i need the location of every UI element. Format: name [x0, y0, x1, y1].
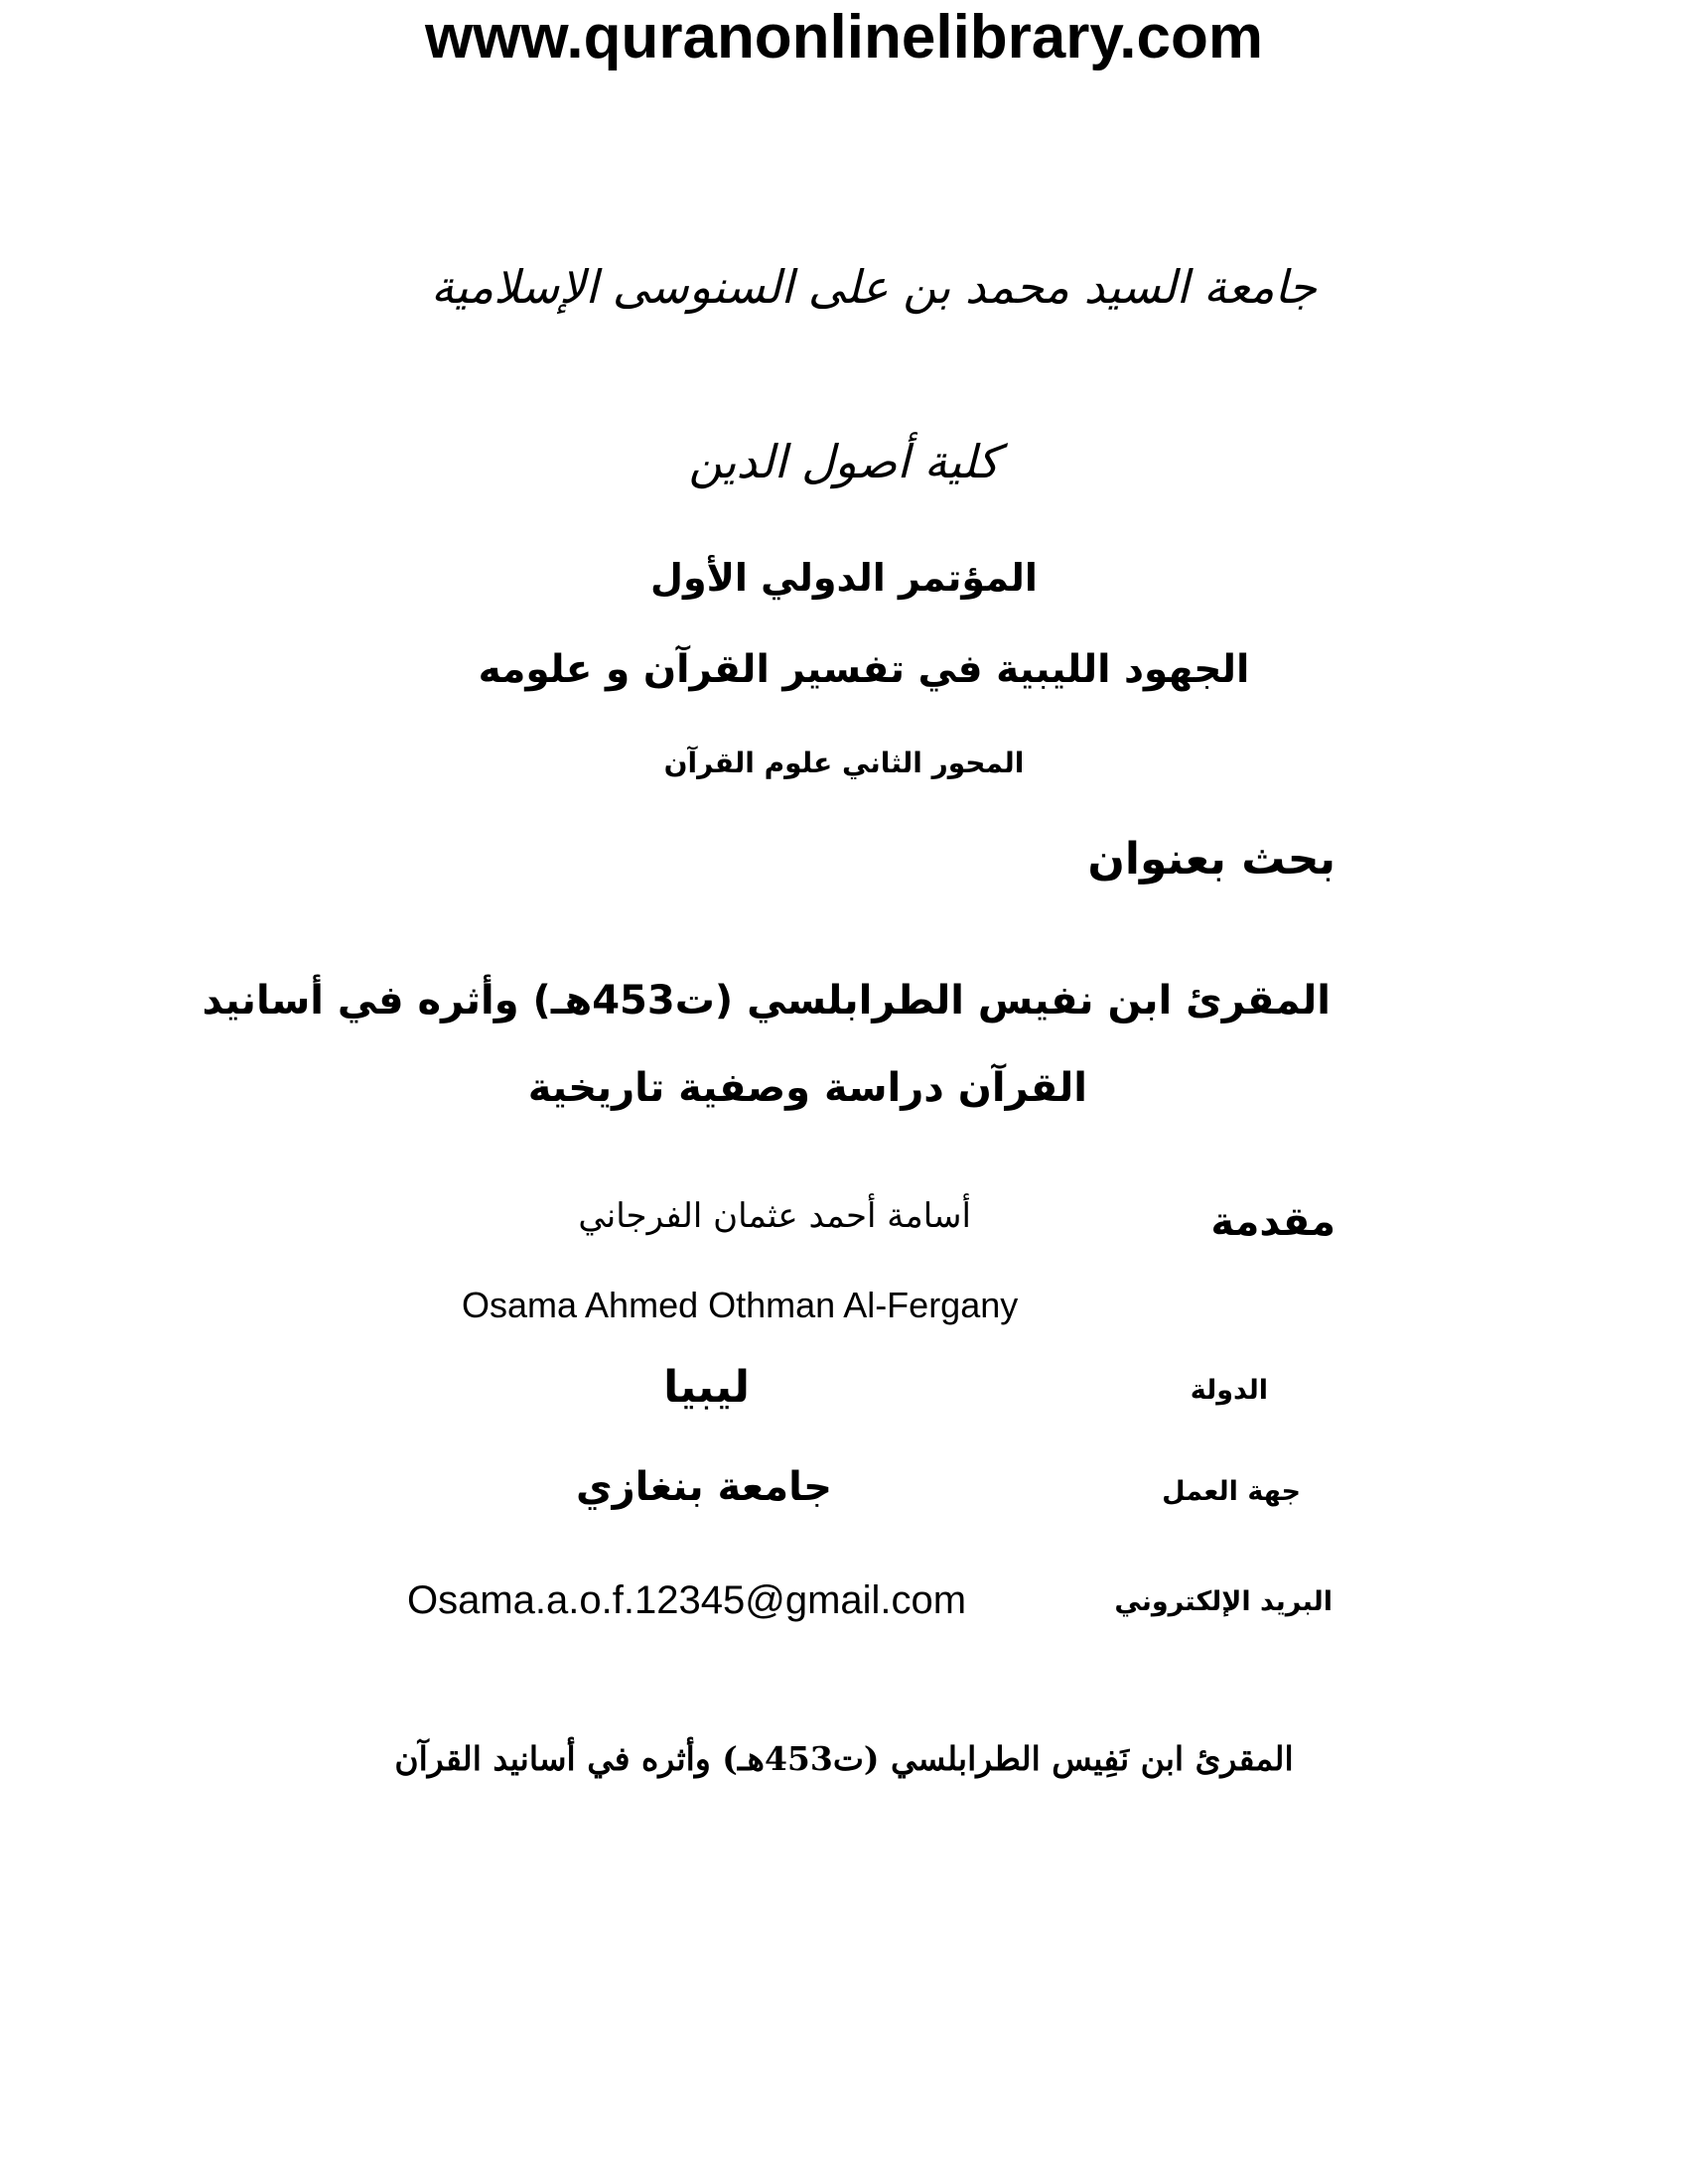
email-label: البريد الإلكتروني [1114, 1586, 1333, 1617]
workplace-label: جهة العمل [1162, 1476, 1301, 1507]
college-name: كلية أصول الدين [688, 435, 1000, 488]
workplace-value: جامعة بنغازي [575, 1464, 832, 1510]
author-name-english: Osama Ahmed Othman Al-Fergany [462, 1285, 1019, 1325]
university-name: جامعة السيد محمد بن على السنوسى الإسلامية [431, 260, 1317, 314]
conference-theme: الجهود الليبية في تفسير القرآن و علومه [478, 647, 1250, 692]
research-heading: بحث بعنوان [1087, 834, 1336, 885]
presented-by-label: مقدمة [1210, 1199, 1336, 1245]
research-title-line-1: المقرئ ابن نفيس الطرابلسي (ت453هـ) وأثره في أسانيد [202, 978, 1331, 1024]
site-url: www.quranonlinelibrary.com [424, 3, 1264, 71]
country-value: ليبيا [663, 1362, 750, 1413]
author-name-arabic: أسامة أحمد عثمان الفرجاني [578, 1196, 971, 1236]
research-title-line-2: القرآن دراسة وصفية تاريخية [527, 1065, 1087, 1111]
country-label: الدولة [1190, 1375, 1268, 1406]
conference-name: المؤتمر الدولي الأول [650, 556, 1038, 600]
email-value: Osama.a.o.f.12345@gmail.com [407, 1578, 967, 1622]
running-title: المقرئ ابن نَفِيس الطرابلسي (ت453هـ) وأثره في أسانيد القرآن [394, 1739, 1294, 1778]
conference-axis: المحور الثاني علوم القرآن [663, 747, 1025, 779]
